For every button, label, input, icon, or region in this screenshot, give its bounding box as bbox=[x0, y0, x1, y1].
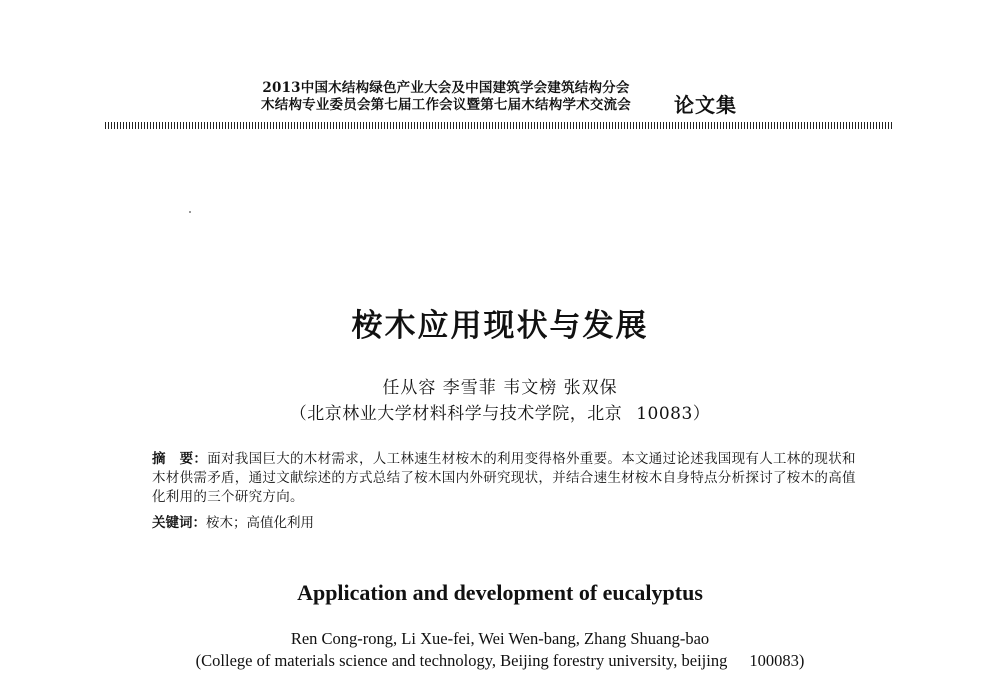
collection-label: 论文集 bbox=[674, 93, 737, 117]
affiliation-en bbox=[0, 651, 1000, 671]
affiliation-en-institution: (College of materials science and technology, Beijing forestry university, beijing bbox=[195, 651, 728, 670]
keywords-text: 桉木；高值化利用 bbox=[206, 515, 314, 531]
scan-speck bbox=[189, 211, 191, 213]
authors-en: Ren Cong-rong, Li Xue-fei, Wei Wen-bang, Zhang Shuang-bao bbox=[290, 629, 710, 648]
affiliation-zh bbox=[0, 399, 1000, 424]
conference-line-1: 2013中国木结构绿色产业大会及中国建筑学会建筑结构分会 bbox=[262, 80, 630, 96]
conference-line-2: 木结构专业委员会第七届工作会议暨第七届木结构学术交流会 bbox=[261, 97, 631, 113]
abstract-label: 摘 要： bbox=[152, 451, 208, 467]
affiliation-en-postcode: 100083) bbox=[749, 651, 805, 670]
affiliation-zh-institution: （北京林业大学材料科学与技术学院，北京 bbox=[289, 404, 623, 424]
keywords-label: 关键词： bbox=[152, 515, 206, 531]
keywords bbox=[152, 514, 856, 533]
abstract bbox=[152, 450, 856, 507]
header-rule bbox=[105, 122, 893, 129]
paper-title-en: Application and development of eucalyptus bbox=[297, 580, 703, 605]
affiliation-zh-postcode: 10083） bbox=[636, 404, 711, 424]
conference-header bbox=[236, 80, 656, 114]
authors-zh: 任从容 李雪菲 韦文榜 张双保 bbox=[382, 378, 618, 398]
paper-title-zh: 桉木应用现状与发展 bbox=[351, 308, 649, 344]
abstract-text: 面对我国巨大的木材需求，人工林速生材桉木的利用变得格外重要。本文通过论述我国现有人工林的现状和木材供需矛盾，通过文献综述的方式总结了桉木国内外研究现状，并结合速生材桉木自身特点分析探讨了桉木的高值化利用的三个研究方向。 bbox=[152, 451, 856, 505]
